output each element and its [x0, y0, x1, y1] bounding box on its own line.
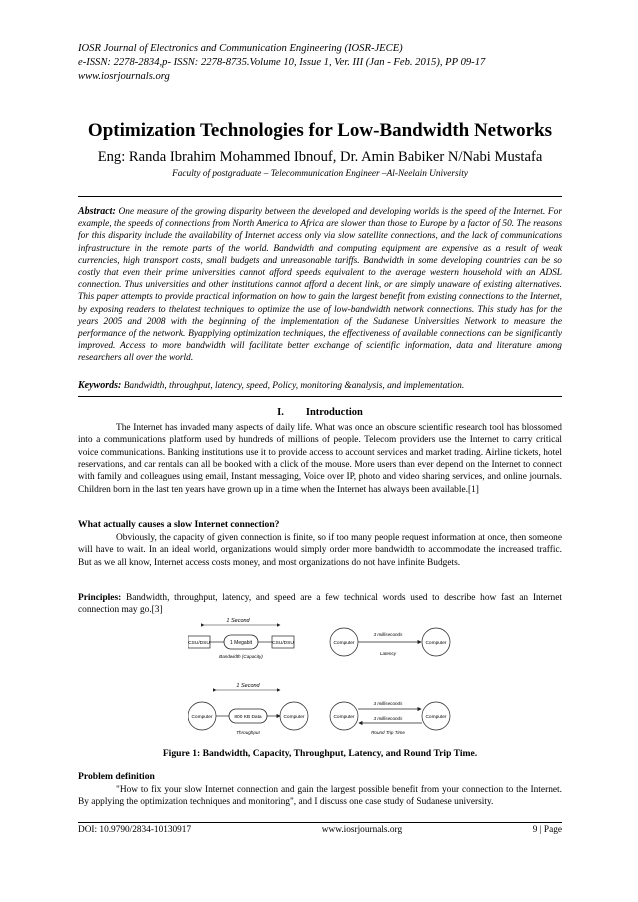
- problem-definition-paragraph: "How to fix your slow Internet connection and gain the largest possible benefit from your connection to the Internet. By applying the optimization techniques and monitoring", and I discuss one case study of Sudanese university.: [78, 785, 562, 808]
- paper-title: Optimization Technologies for Low-Bandwidth Networks: [87, 120, 553, 141]
- abstract-label: Abstract:: [78, 206, 116, 217]
- keywords-label: Keywords:: [78, 380, 122, 391]
- label-csu-left: CSU/DSU: [188, 641, 210, 646]
- label-computer-throughput-right: Computer: [283, 715, 305, 720]
- intro-paragraph: The Internet has invaded many aspects of daily life. What was once an obscure scientific research tool has blossomed into a communications platform used by hundreds of millions of people. Telecom providers use the Internet to carry critical voice communications. Banking institutions use it to provide access to account services and market trading. Airline tickets, hotel reservations, and car rentals can all be booked with a click of the mouse. More users than ever depend on the Internet to connect with family and colleagues using email, Instant messaging, Voice over IP, photo and video sharing services, and online journals. Children born in the last ten years have grown up in a time when the Internet has always been available.[1]: [78, 423, 562, 495]
- slow-connection-paragraph: Obviously, the capacity of given connection is finite, so if too many people request information at once, then someone will have to wait. In an ideal world, organizations would simply order more bandwidth to accommodate the increased traffic. But as we all know, Internet access costs money, and most organizations do not have infinite Budgets.: [78, 533, 562, 568]
- journal-header: [78, 42, 562, 84]
- principles-label: Principles:: [78, 593, 122, 603]
- footer-doi: DOI: 10.9790/2834-10130917: [78, 825, 192, 835]
- caption-latency: Latency: [379, 651, 397, 656]
- label-rtt-ms-b: 3 milliseconds: [373, 716, 403, 721]
- section-heading-introduction: [78, 407, 562, 418]
- caption-throughput: Throughput: [236, 730, 260, 735]
- journal-name: IOSR Journal of Electronics and Communication Engineering (IOSR-JECE): [78, 43, 403, 54]
- label-computer-rtt-right: Computer: [425, 715, 447, 720]
- footer-divider: [78, 822, 562, 823]
- footer-page-number: 9 | Page: [532, 825, 562, 835]
- journal-website: www.iosrjournals.org: [78, 71, 170, 82]
- problem-definition-heading: Problem definition: [78, 771, 155, 782]
- divider-top: [78, 196, 562, 197]
- footer-site: www.iosrjournals.org: [321, 825, 403, 835]
- figure-network-diagram: [188, 614, 452, 742]
- label-latency-ms: 3 milliseconds: [373, 632, 403, 637]
- label-one-second-top: 1 Second: [226, 618, 250, 624]
- keywords-text: Bandwidth, throughput, latency, speed, Policy, monitoring &analysis, and implementation.: [121, 381, 465, 391]
- section-title: Introduction: [305, 407, 363, 418]
- figure-caption: Figure 1: Bandwidth, Capacity, Throughput, Latency, and Round Trip Time.: [162, 748, 478, 759]
- caption-rtt: Round Trip Time: [371, 730, 405, 735]
- label-rtt-ms-a: 3 milliseconds: [373, 701, 403, 706]
- caption-bandwidth: Bandwidth (Capacity): [219, 654, 263, 659]
- principles-text: Bandwidth, throughput, latency, and speed are a few technical words used to describe how fast an Internet connection may go.[3]: [78, 593, 562, 616]
- principles-paragraph: [78, 592, 562, 617]
- label-computer-throughput-left: Computer: [191, 715, 213, 720]
- keywords: [78, 380, 562, 391]
- paper-authors: Eng: Randa Ibrahim Mohammed Ibnouf, Dr. Amin Babiker N/Nabi Mustafa: [97, 149, 543, 165]
- abstract-text: One measure of the growing disparity between the developed and developing worlds is the speed of the Internet. For example, the speeds of connections from North America to Africa are slower than those to Europe by a factor of 50. The reasons for this disparity include the availability of Internet access only via slow satellite connections, and the lack of communications infrastructure in the remote parts of the world. Bandwidth and computing equipment are expensive as a result of weak currencies, high transport costs, small budgets and unreasonable tariffs. Bandwidth in some developing countries can be so costly that even their prime universities cannot afford speeds equivalent to the average western household with an ADSL connection. Thus universities and other institutions cannot afford a decent link, or are simply unaware of existing alternatives. This paper attempts to provide practical information on how to gain the largest benefit from existing connections to the Internet, by exposing readers to thelatest techniques to optimize the use of low-bandwidth network connections. This study has for the years 2005 and 2008 with the beginning of the implementation of the Sudanese Universities Network to measure the performance of the network. Byapplying optimization techniques, the effectiveness of available connections can be significantly improved. Access to more bandwidth will facilitate better exchange of scientific information, data and literature among researchers all over the world.: [78, 207, 562, 364]
- label-computer-rtt-left: Computer: [333, 715, 355, 720]
- label-one-second-bottom: 1 Second: [236, 683, 260, 689]
- label-computer-latency-left: Computer: [333, 641, 355, 646]
- label-one-megabit: 1 Megabit: [230, 640, 252, 646]
- label-computer-latency-right: Computer: [425, 641, 447, 646]
- label-800kb-data: 800 KB Data: [234, 715, 262, 720]
- journal-issn: e-ISSN: 2278-2834,p- ISSN: 2278-8735.Volume 10, Issue 1, Ver. III (Jan - Feb. 2015), PP 09-17: [78, 57, 486, 68]
- abstract: [78, 206, 562, 365]
- section-number: I.: [277, 407, 284, 418]
- label-csu-right: CSU/DSU: [272, 641, 294, 646]
- divider-bottom: [78, 396, 562, 397]
- slow-connection-heading: What actually causes a slow Internet connection?: [78, 519, 280, 530]
- page-footer: [78, 825, 562, 835]
- paper-affiliation: Faculty of postgraduate – Telecommunication Engineer –Al-Neelain University: [172, 169, 468, 179]
